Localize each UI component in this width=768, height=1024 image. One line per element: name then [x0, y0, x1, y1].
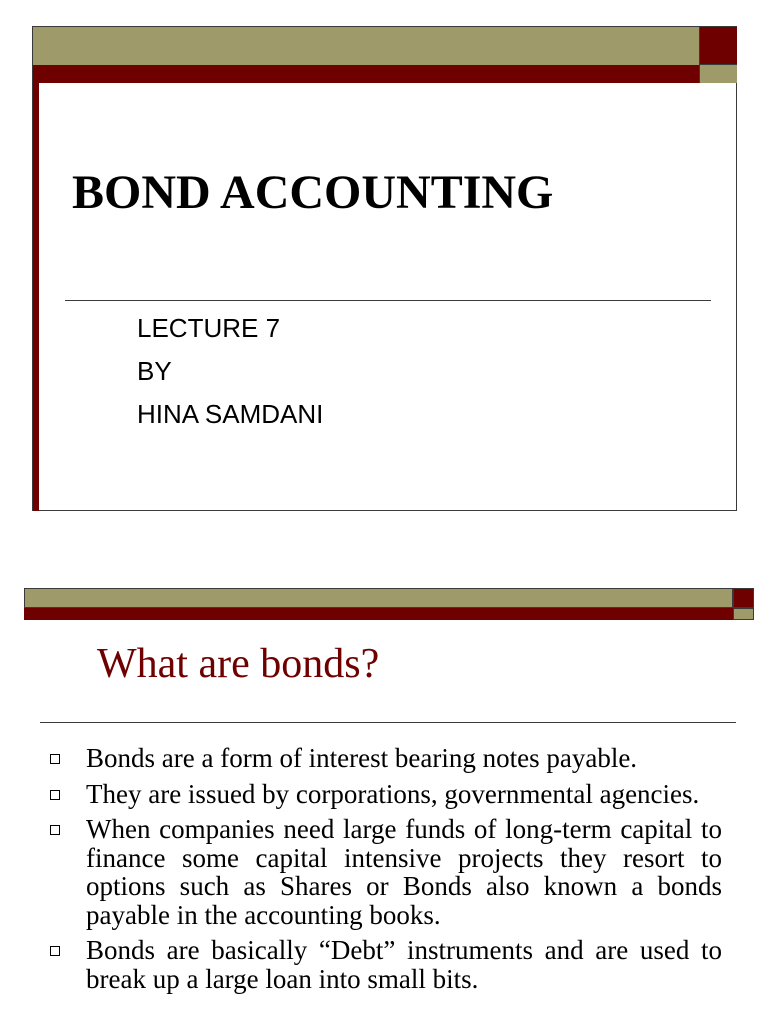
square-bullet-icon — [50, 946, 60, 956]
subtitle-line-author: HINA SAMDANI — [137, 399, 324, 429]
header-maroon-bar — [24, 608, 733, 620]
bullet-text: When companies need large funds of long-term capital to finance some capital intensive projects they resort to options such as Shares or Bonds also known a bonds payable in the accounting books. — [86, 814, 722, 930]
title-divider — [65, 300, 711, 301]
title-slide — [32, 26, 737, 511]
list-item — [46, 780, 722, 809]
bullet-list — [46, 744, 722, 1000]
header-olive-square — [733, 608, 754, 620]
content-slide-title: What are bonds? — [97, 641, 380, 687]
header-olive-bar — [24, 588, 733, 608]
slide-subtitle — [137, 307, 323, 436]
bullet-text: Bonds are a form of interest bearing notes payable. — [86, 743, 638, 773]
list-item — [46, 744, 722, 773]
bullet-text: Bonds are basically “Debt” instruments and are used to break up a large loan into small bits. — [86, 935, 722, 994]
slide-title: BOND ACCOUNTING — [72, 166, 554, 219]
header-olive-bar — [33, 27, 699, 66]
header-olive-square — [699, 65, 737, 83]
bullet-text: They are issued by corporations, governmental agencies. — [86, 778, 700, 809]
square-bullet-icon — [50, 825, 60, 835]
content-slide-header — [24, 588, 754, 620]
subtitle-line-lecture: LECTURE 7 — [137, 313, 281, 343]
content-title-divider — [40, 722, 736, 723]
list-item — [46, 815, 722, 929]
list-item — [46, 936, 722, 993]
header-maroon-square — [733, 588, 754, 608]
header-maroon-square — [699, 27, 737, 65]
header-maroon-bar — [33, 65, 699, 83]
side-maroon-bar — [33, 83, 39, 511]
subtitle-line-by: BY — [137, 356, 172, 386]
square-bullet-icon — [50, 754, 60, 764]
square-bullet-icon — [50, 790, 60, 800]
